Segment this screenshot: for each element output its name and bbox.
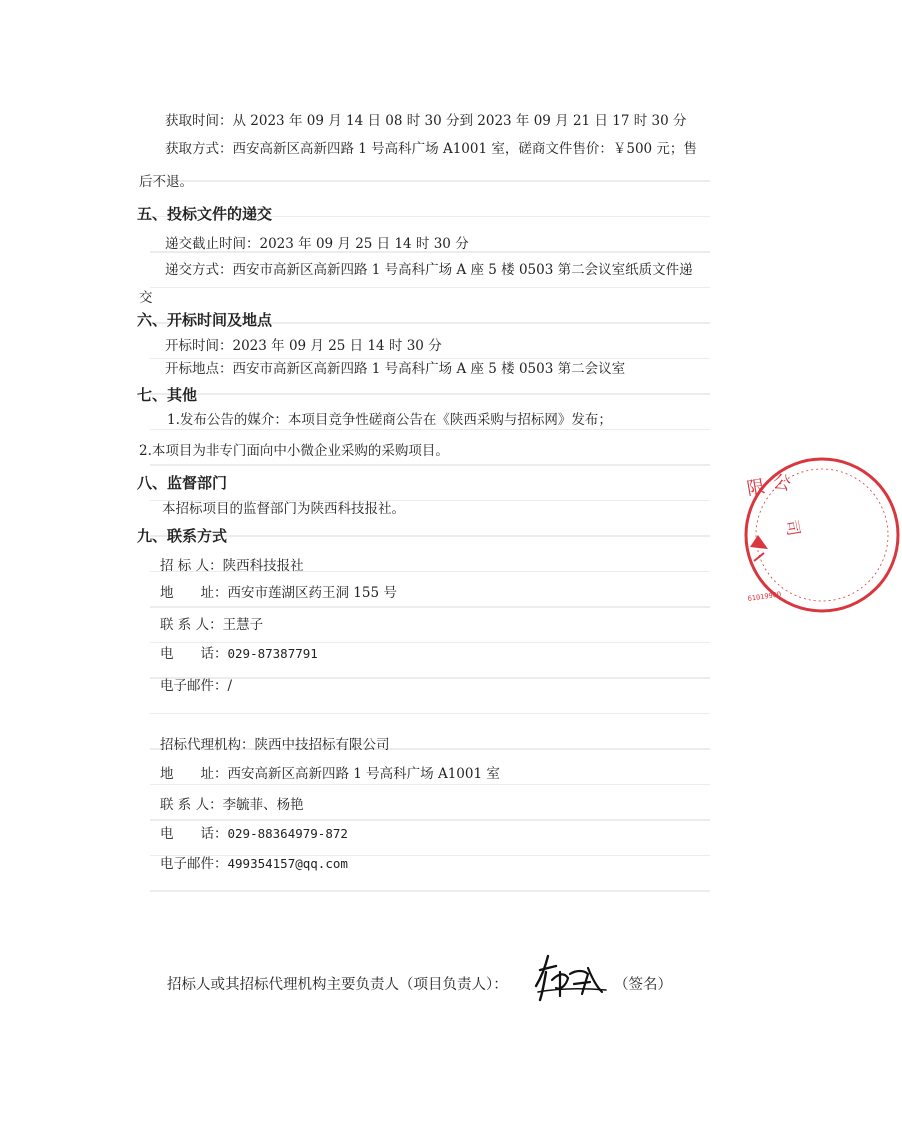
- section5-method-line: [165, 261, 693, 279]
- acquire-method-label: 获取方式：: [165, 141, 233, 157]
- tenderer-name-value: 陕西科技报社: [222, 558, 304, 574]
- signature-label: 招标人或其招标代理机构主要负责人（项目负责人）：: [167, 977, 508, 993]
- tenderer-contact-value: 王慧子: [222, 617, 264, 633]
- tenderer-name-label: 招 标 人：: [160, 558, 223, 574]
- agency-contact-value: 李毓菲、杨艳: [222, 797, 304, 813]
- section5-deadline-line: [165, 235, 469, 253]
- agency-name-label: 招标代理机构：: [160, 737, 255, 753]
- tenderer-addr-line: [160, 584, 397, 602]
- agency-email-label: 电子邮件：: [160, 856, 228, 872]
- section5-method-cont: 交: [139, 290, 153, 306]
- tenderer-phone-value: 029-87387791: [227, 646, 318, 661]
- tenderer-name-line: [160, 557, 304, 575]
- acquire-method-value: 西安高新区高新四路 1 号高科广场 A1001 室，磋商文件售价：￥500 元；售: [232, 141, 697, 157]
- tenderer-email-value: /: [227, 678, 233, 694]
- agency-name-value: 陕西中技招标有限公司: [254, 737, 390, 753]
- section6-time-label: 开标时间：: [165, 338, 233, 354]
- section5-deadline-label: 递交截止时间：: [165, 236, 260, 252]
- tenderer-contact-label: 联 系 人：: [160, 617, 223, 633]
- agency-email-value: 499354157@qq.com: [227, 856, 348, 871]
- section7-item2: 2.本项目为非专门面向中小微企业采购的采购项目。: [139, 443, 449, 459]
- section6-place-value: 西安市高新区高新四路 1 号高科广场 A 座 5 楼 0503 第二会议室: [232, 361, 626, 377]
- section6-title: 六、开标时间及地点: [137, 311, 273, 329]
- company-seal: [742, 455, 802, 615]
- svg-text:公: 公: [771, 471, 793, 496]
- handwritten-signature: [530, 950, 610, 1009]
- svg-text:限: 限: [745, 476, 767, 500]
- section6-place-line: [165, 360, 625, 378]
- section6-time-value: 2023 年 09 月 25 日 14 时 30 分: [232, 338, 442, 354]
- agency-name-line: [160, 736, 390, 754]
- acquire-method-cont: 后不退。: [139, 174, 193, 190]
- tenderer-contact-line: [160, 616, 263, 634]
- section7-item1: 1.发布公告的媒介：本项目竞争性磋商公告在《陕西采购与招标网》发布；: [167, 412, 612, 428]
- agency-addr-line: [160, 765, 500, 783]
- section9-title: 九、联系方式: [137, 527, 228, 545]
- section6-place-label: 开标地点：: [165, 361, 233, 377]
- acquire-time-line: [165, 112, 686, 130]
- agency-contact-line: [160, 796, 304, 814]
- section5-method-value: 西安市高新区高新四路 1 号高科广场 A 座 5 楼 0503 第二会议室纸质文件递: [232, 262, 693, 278]
- agency-contact-label: 联 系 人：: [160, 797, 223, 813]
- section5-title: 五、投标文件的递交: [137, 205, 273, 223]
- section5-method-label: 递交方式：: [165, 262, 233, 278]
- acquire-time-label: 获取时间：: [165, 113, 233, 129]
- section8-title: 八、监督部门: [137, 474, 228, 492]
- tenderer-phone-line: [160, 645, 318, 663]
- acquire-time-value: 从 2023 年 09 月 14 日 08 时 30 分到 2023 年 09 月 21 日 17 时 30 分: [232, 113, 687, 129]
- svg-text:61019900: 61019900: [747, 590, 782, 603]
- tenderer-email-line: [160, 677, 232, 695]
- agency-phone-value: 029-88364979-872: [227, 826, 348, 841]
- tenderer-email-label: 电子邮件：: [160, 678, 228, 694]
- section7-title: 七、其他: [137, 386, 198, 404]
- agency-phone-line: [160, 825, 348, 843]
- agency-addr-label: 地 址：: [160, 766, 228, 782]
- section5-deadline-value: 2023 年 09 月 25 日 14 时 30 分: [259, 236, 469, 252]
- agency-phone-label: 电 话：: [160, 826, 228, 842]
- svg-text:司: 司: [782, 518, 804, 538]
- agency-email-line: [160, 855, 348, 873]
- acquire-method-line: [165, 140, 697, 158]
- section6-time-line: [165, 337, 442, 355]
- section8-text: 本招标项目的监督部门为陕西科技报社。: [162, 501, 405, 517]
- agency-addr-value: 西安高新区高新四路 1 号高科广场 A1001 室: [227, 766, 500, 782]
- tenderer-addr-value: 西安市莲湖区药王洞 155 号: [227, 585, 397, 601]
- tenderer-phone-label: 电 话：: [160, 646, 228, 662]
- tenderer-addr-label: 地 址：: [160, 585, 228, 601]
- signature-suffix: （签名）: [614, 977, 672, 993]
